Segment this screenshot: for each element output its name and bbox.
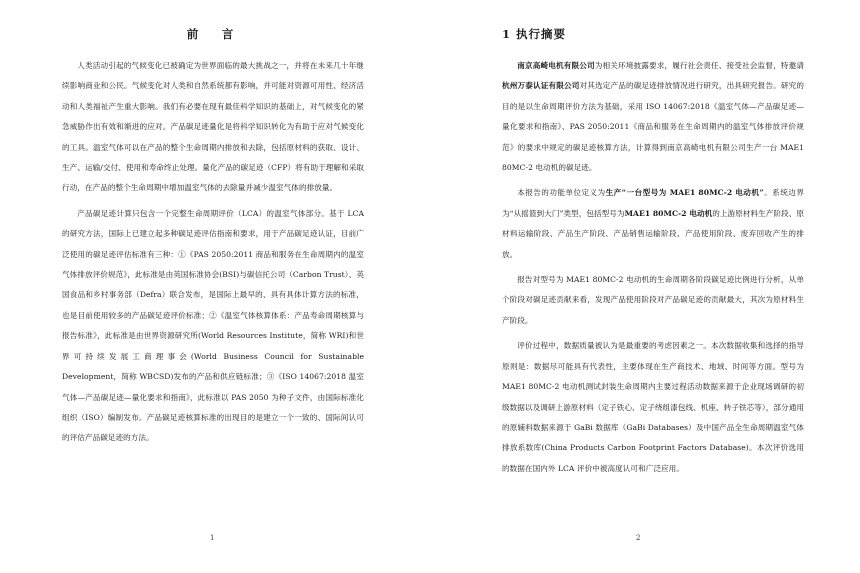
right-page [430,0,860,573]
foreword-paragraph-2: 产品碳足迹计算只包含一个完整生命周期评价（LCA）的温室气体部分。基于 LCA 的研究方法，国际上已建立起多种碳足迹评估指南和要求，用于产品碳足迹认证，目前广泛使用的碳足迹评估标准有三种：①《PAS 2050:2011 商品和服务在生命周期内的温室气体排放评价规范》，此标准是由英国标准协会(BSI)与碳信托公司（Carbon Trust）、英国食品和乡村事务部（Defra）联合发布，是国际上最早的、具有具体计算方法的标准，也是目前使用较多的产品碳足迹评价标准；②《温室气体核算体系：产品寿命周期核算与报告标准》，此标准是由世界资源研究所(World Resources Institute，简称 WRI)和世界可持续发展工商理事会(World Business Council for Sustainable Development，简称 WBCSD)发布的产品和供应链标准；③《ISO 14067:2018 温室气体—产品碳足迹—量化要求和指南》，此标准以 PAS 2050 为种子文件，由国际标准化组织（ISO）编制发布。产品碳足迹核算标准的出现目的是建立一个一致的、国际间认可的评估产品碳足迹的方法。 [62,208,364,443]
summary-paragraph-3: 报告对型号为 MAE1 80MC-2 电动机的生命周期各阶段碳足迹比例进行分析，从单个阶段对碳足迹贡献来看，发现产品使用阶段对产品碳足迹的贡献最大，其次为原材料生产阶段。 [502,275,804,325]
page-number: 1 [210,534,215,542]
summary-paragraph-2 [502,183,804,265]
summary-text: 的上游原材料生产阶段、原材料运输阶段、产品生产阶段、产品销售运输阶段、产品使用阶段、废弃回收产生的排放。 [502,208,804,259]
page-number: 2 [636,534,641,542]
certifier-name: 杭州万泰认证有限公司 [502,81,580,91]
functional-unit: 生产“一台型号为 MAE1 80MC-2 电动机” [605,188,764,198]
summary-text: 。系统边界为“从摇篮到大门”类型，包括型号为 [502,188,804,218]
right-page-content [502,26,804,484]
motor-model: MAE1 80MC-2 电动机 [624,208,713,218]
summary-text: 对其选定产品的碳足迹排放情况进行研究，出具研究报告。研究的目的是以生命周期评价方法为基础，采用 ISO 14067:2018《温室气体—产品碳足迹—量化要求和指南》、PAS 2050:2011《商品和服务在生命周期内的温室气体排放评价规范》的要求中规定的碳足迹核算方法，计算得到南京高崎电机有限公司生产一台 MAE1 80MC-2 电动机的碳足迹。 [502,81,805,173]
company-name: 南京高崎电机有限公司 [517,61,595,70]
page-title: 前 言 [186,27,240,41]
section-title: 1 执行摘要 [502,27,567,41]
left-page-content [62,26,364,454]
summary-text: 为相关环境披露要求，履行社会责任、接受社会监督，特邀请 [594,61,804,70]
summary-text: 本报告的功能单位定义为 [517,188,606,198]
summary-paragraph-4: 评价过程中，数据质量被认为是最重要的考虑因素之一。本次数据收集和选择的指导原则是：数据尽可能具有代表性，主要体现在生产商技术、地域、时间等方面。型号为 MAE1 80MC-2 电动机测试封装生命周期内主要过程活动数据来源于企业现场调研的初级数据以及调研上游原材料（定子铁心、定子绕组漆包线、机座、转子铁芯等），部分通用的原辅料数据来源于 GaBi 数据库（GaBi Databases）及中国产品全生命周期温室气体排放系数库(China Products Carbon Footprint Factors Database)。本次评价选用的数据在国内外 LCA 评价中被高度认可和广泛应用。 [502,341,804,473]
summary-paragraph-1 [502,56,804,178]
foreword-paragraph-1: 人类活动引起的气候变化已被确定为世界面临的最大挑战之一，并将在未来几十年继续影响商业和公民。气候变化对人类和自然系统都有影响，并可能对资源可用性、经济活动和人类福祉产生重大影响。我们有必要在现有最佳科学知识的基础上，对气候变化的紧急威胁作出有效和渐进的应对。产品碳足迹量化是将科学知识转化为有助于应对气候变化的工具。温室气体可以在产品的整个生命周期内排放和去除，包括原材料的获取、设计、生产、运输/交付、使用和寿命终止处理。量化产品的碳足迹（CFP）将有助于理解和采取行动，在产品的整个生命周期中增加温室气体的去除量并减少温室气体的排放量。 [62,61,364,193]
